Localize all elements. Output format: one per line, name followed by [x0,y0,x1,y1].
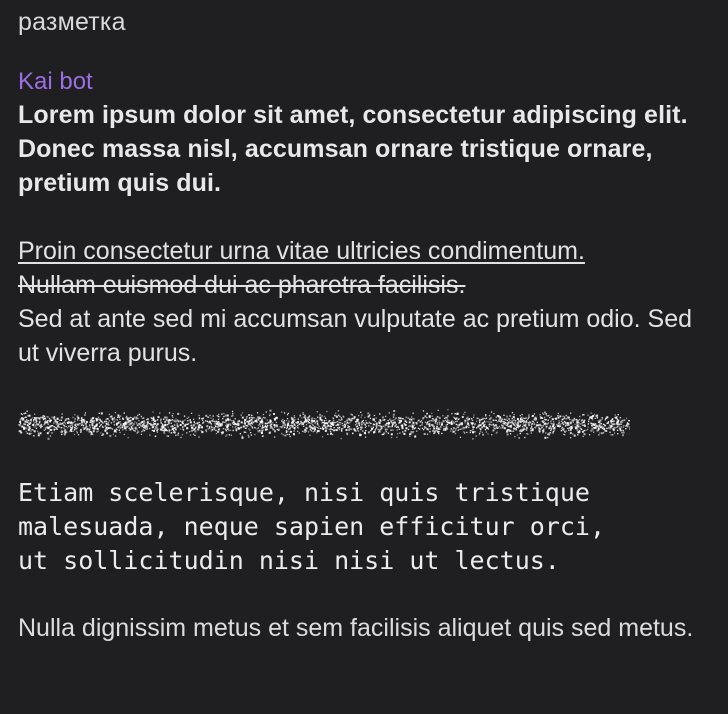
formatted-text-block [18,234,718,370]
spoiler-noise [18,404,630,444]
spoiler-text[interactable] [18,404,630,444]
plain-text: Sed at ante sed mi accumsan vulputate ac pretium odio. Sed ut viverra purus. [18,305,692,367]
underlined-text: Proin consectetur urna vitae ultricies condimentum. [18,237,585,265]
bold-text: Lorem ipsum dolor sit amet, consectetur adipiscing elit. Donec massa nisl, accumsan ornare tristique ornare, pretium quis dui. [18,101,688,197]
sender-name[interactable]: Kai bot [18,68,93,95]
monospace-text: Etiam scelerisque, nisi quis tristique malesuada, neque sapien efficitur orci, ut sollicitudin nisi nisi ut lectus. [18,478,605,575]
closing-text: Nulla dignissim metus et sem facilisis aliquet quis sed metus. [18,614,694,642]
strikethrough-text: Nullam euismod dui ac pharetra facilisis. [18,271,466,299]
page-title: разметка [18,8,126,36]
message-bubble [18,66,718,645]
